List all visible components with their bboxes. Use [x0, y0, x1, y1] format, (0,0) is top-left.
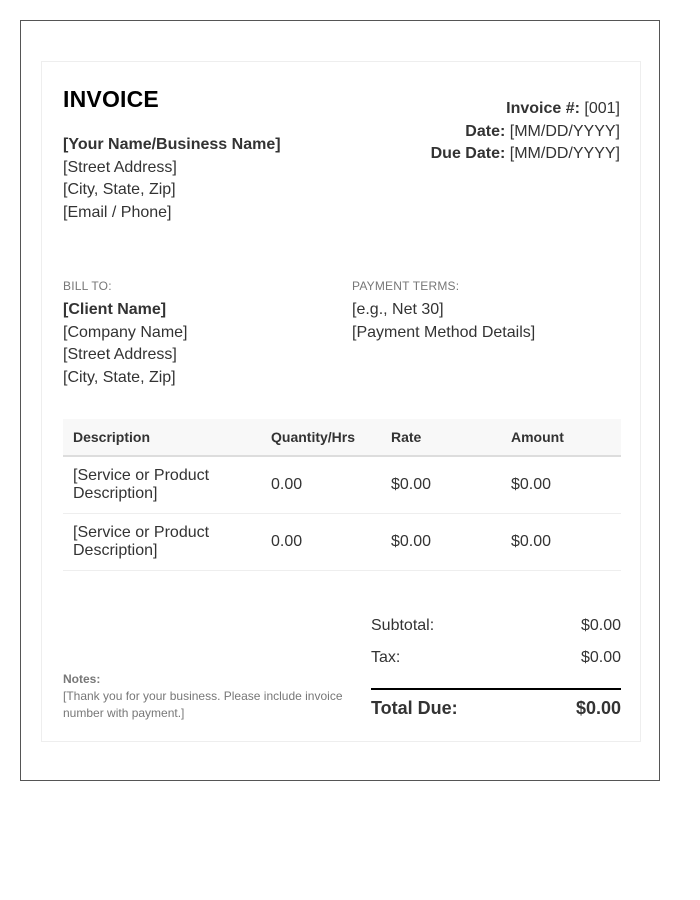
row-amount: $0.00 [501, 514, 621, 571]
sender-city: [City, State, Zip] [63, 181, 176, 198]
row-description: [Service or Product Description] [63, 456, 261, 514]
payment-terms-label: PAYMENT TERMS: [352, 279, 460, 293]
sender-street: [Street Address] [63, 158, 177, 176]
bill-to-label: BILL TO: [63, 279, 112, 293]
client-street: [Street Address] [63, 346, 177, 363]
notes-section [63, 671, 353, 722]
tax-label: Tax: [371, 649, 401, 666]
invoice-meta [431, 98, 620, 166]
invoice-number-row [431, 98, 620, 121]
payment-terms-info [352, 299, 535, 344]
total-due-row [371, 688, 621, 728]
page-frame [20, 20, 660, 781]
invoice-title: INVOICE [63, 86, 159, 112]
totals-section [371, 614, 621, 728]
invoice-date-value: [MM/DD/YYYY] [509, 122, 620, 140]
header-quantity: Quantity/Hrs [261, 419, 381, 456]
row-amount: $0.00 [501, 456, 621, 514]
header-description: Description [63, 419, 261, 456]
row-rate: $0.00 [381, 456, 501, 514]
subtotal-value: $0.00 [580, 617, 621, 634]
sender-name: [Your Name/Business Name] [63, 136, 281, 153]
header-amount: Amount [501, 419, 621, 456]
client-name: [Client Name] [63, 301, 167, 318]
sender-contact: [Email / Phone] [63, 203, 172, 221]
client-city: [City, State, Zip] [63, 368, 176, 386]
payment-method-value: [Payment Method Details] [352, 323, 536, 341]
notes-text: [Thank you for your business. Please include invoice number with payment.] [63, 689, 343, 720]
line-items-table [63, 419, 621, 571]
client-company: [Company Name] [63, 323, 188, 341]
invoice-due-value: [MM/DD/YYYY] [509, 145, 620, 162]
notes-label: Notes: [63, 672, 101, 686]
table-row [63, 514, 621, 571]
invoice-due-label: Due Date: [430, 145, 506, 162]
table-row [63, 456, 621, 514]
invoice-number-value: [001] [584, 100, 620, 117]
total-due-value: $0.00 [575, 698, 621, 718]
row-quantity: 0.00 [261, 514, 381, 571]
tax-row [371, 646, 621, 678]
bill-to-info [63, 299, 188, 389]
total-due-label: Total Due: [371, 698, 458, 718]
row-description: [Service or Product Description] [63, 514, 261, 571]
table-header-row [63, 419, 621, 456]
payment-terms-value: [e.g., Net 30] [352, 301, 444, 318]
sender-info [63, 134, 281, 224]
invoice-card [41, 61, 641, 742]
subtotal-row [371, 614, 621, 646]
invoice-number-label: Invoice #: [506, 100, 580, 117]
invoice-due-row [431, 143, 620, 166]
subtotal-label: Subtotal: [371, 617, 435, 634]
invoice-date-row [431, 121, 620, 144]
invoice-date-label: Date: [465, 122, 506, 140]
row-quantity: 0.00 [261, 456, 381, 514]
header-rate: Rate [381, 419, 501, 456]
row-rate: $0.00 [381, 514, 501, 571]
tax-value: $0.00 [580, 649, 621, 666]
